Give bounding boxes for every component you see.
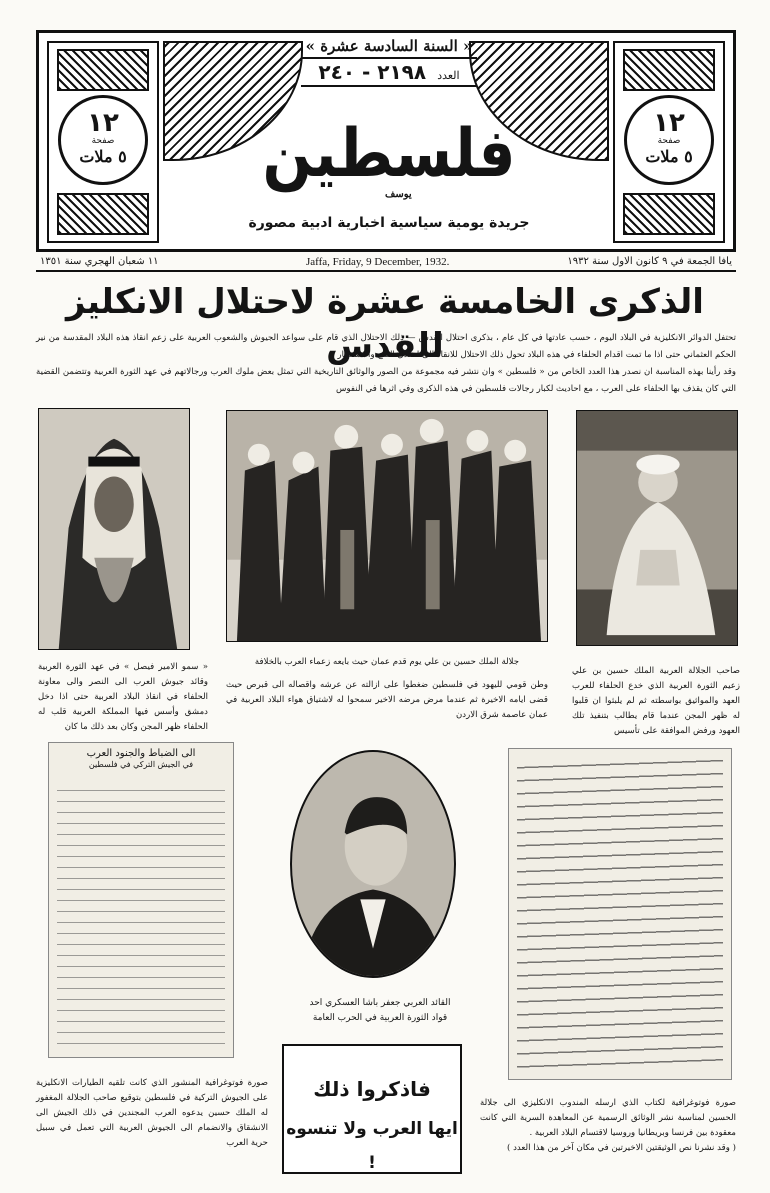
masthead [36, 30, 736, 252]
date-gregorian-arabic: يافا الجمعة في ٩ كانون الاول سنة ١٩٣٢ [567, 256, 732, 267]
caption-note: ( وقد نشرنا نص الوثيقتين الاخيرتين في مكان آخر من هذا العدد ) [506, 1143, 736, 1153]
document-british-letter [508, 748, 732, 1080]
arabesque-ornament [57, 193, 149, 235]
page-count: ١٢ [87, 108, 119, 138]
caption-leaflet: صورة فوتوغرافية المنشور الذي كانت تلقيه الطيارات الانكليزية على الجيوش التركية في فلسطين بتوقيع صاحب الجلالة المغفور له الملك حسين يدعوه العرب المجندين في ذلك الجيش الى الانشقاق والانضمام الى الجيوش العربية التي تعمل في سبيل حرية العرب [36, 1078, 268, 1148]
tagline: جريدة يومية سياسية اخبارية ادبية مصورة [248, 215, 530, 231]
issue-number: ٢١٩٨ - ٢٤٠ [318, 60, 427, 84]
intro-paragraph: وقد رأينا بهذه المناسبة ان نصدر هذا العدد الخاص من « فلسطين » وان نتشر فيه مجموعة من الصور والوثائق التاريخية التي تمثل بعض ملوك العرب ورجالاتهم في عهد الثورة العربية وتتضمن القضية التي كان يقذف بها الحلفاء على العرب ، مع احاديث لكبار رجالات فلسطين في هذه الذكرى وفي اثرها في النفوس [36, 367, 736, 394]
slogan-line: ايها العرب ولا تنسوه ! [286, 1119, 458, 1173]
main-headline: الذكرى الخامسة عشرة لاحتلال الانكليز للقدس [66, 282, 704, 366]
year-line: « السنة السادسة عشرة » [305, 37, 473, 55]
masthead-right-panel [613, 41, 725, 243]
caption-continuation: وطن قومي لليهود في فلسطين ضغطوا على ازالته عن عرشه واقصاله الى قبرص حيث قضى ايامه الاخيرة ثم عندما مرض مرضه الاخير سمحوا له لاشتياق هواء البلاد العربية في عمان عاصمة شرق الاردن [226, 680, 548, 720]
price-badge-left [58, 95, 148, 185]
arabesque-ornament [623, 193, 715, 235]
photo-king-hussein-amman [226, 410, 548, 642]
issue-number-box [301, 57, 477, 87]
page-count-label: صفحة [91, 136, 115, 146]
caption-jafar-pasha [290, 996, 470, 1026]
caption-british-letter [480, 1096, 736, 1156]
logo-signature: يوسف [385, 189, 412, 200]
date-strip [36, 254, 736, 272]
date-english: Jaffa, Friday, 9 December, 1932. [306, 256, 450, 268]
portrait-jafar-pasha [290, 750, 456, 978]
caption-line: قواد الثورة العربية في الحرب العامة [312, 1013, 448, 1023]
slogan-box [282, 1044, 462, 1174]
document-subheading: في الجيش التركي في فلسطين [88, 760, 194, 769]
issue-label: العدد [437, 69, 460, 82]
document-heading: الى الضباط والجنود العرب [86, 748, 196, 759]
document-handwriting [517, 759, 723, 1069]
price: ٥ ملات [79, 147, 127, 166]
caption-text: صورة فوتوغرافية لكتاب الذي ارسله المندوب الانكليزي الى جلالة الحسين لمناسبة نشر الوثائق الرسمية عن المعاهدة السرية التي كانت معقودة بين فرنسا وبريطانيا وروسيا لاقتسام البلاد العربية . [480, 1098, 736, 1138]
arabesque-ornament [57, 49, 149, 91]
date-hijri: ١١ شعبان الهجري سنة ١٣٥١ [40, 256, 159, 267]
arabesque-ornament [623, 49, 715, 91]
intro-text [36, 330, 736, 398]
caption-king-hussein-amman: جلالة الملك حسين بن علي يوم قدم عمان حيث بايعه زعماء العرب بالخلافة [254, 657, 520, 667]
intro-paragraph: تحتفل الدوائر الانكليزية في البلاد اليوم ، حسب عادتها في كل عام ، بذكرى احتلال القدس — ذلك الاحتلال الذي قام على سواعد الجيوش والشعوب العربية على زعم انقاذ هذه البلاد المقدسة من نير الحكم العثماني حتى اذا ما تمت اقدام الحلفاء في هذه البلاد تحول ذلك الاحتلال للانقاذ الى احتلال الفتح والاستعمار [36, 333, 736, 360]
price-badge-right [624, 95, 714, 185]
price: ٥ ملات [645, 147, 693, 166]
photo-king-hussein-seated [576, 410, 738, 646]
caption-king-hussein: صاحب الجلالة العربية الملك حسين بن علي زعيم الثورة العربية الذي خدع الحلفاء للعرب العهد والمواثيق بواسطته ثم لم يلبثوا ان قلبوا له ظهر المجن عندما قام يطالب بتنفيذ تلك العهود ورفض الموافقة على تأسيس [572, 666, 740, 736]
masthead-left-panel [47, 41, 159, 243]
document-leaflet [48, 742, 234, 1058]
slogan-line: فاذكروا ذلك [313, 1077, 431, 1101]
page-count-label: صفحة [657, 136, 681, 146]
photo-emir-faisal [38, 408, 190, 650]
newspaper-logo: فلسطين [262, 113, 516, 193]
caption-line: القائد العربي جعفر باشا العسكري احد [309, 998, 451, 1008]
caption-emir-faisal: « سمو الامير فيصل » في عهد الثورة العربية وقائد جيوش العرب الى النصر والى معاونة الحلفاء في انقاذ البلاد العربية حتى اذا دخل دمشق وأسس فيها المملكة العربية قلب له الحلفاء ظهر المجن وكان بعد ذلك ما كان [38, 662, 208, 732]
page-count: ١٢ [653, 108, 685, 138]
document-text-lines [57, 783, 225, 1047]
